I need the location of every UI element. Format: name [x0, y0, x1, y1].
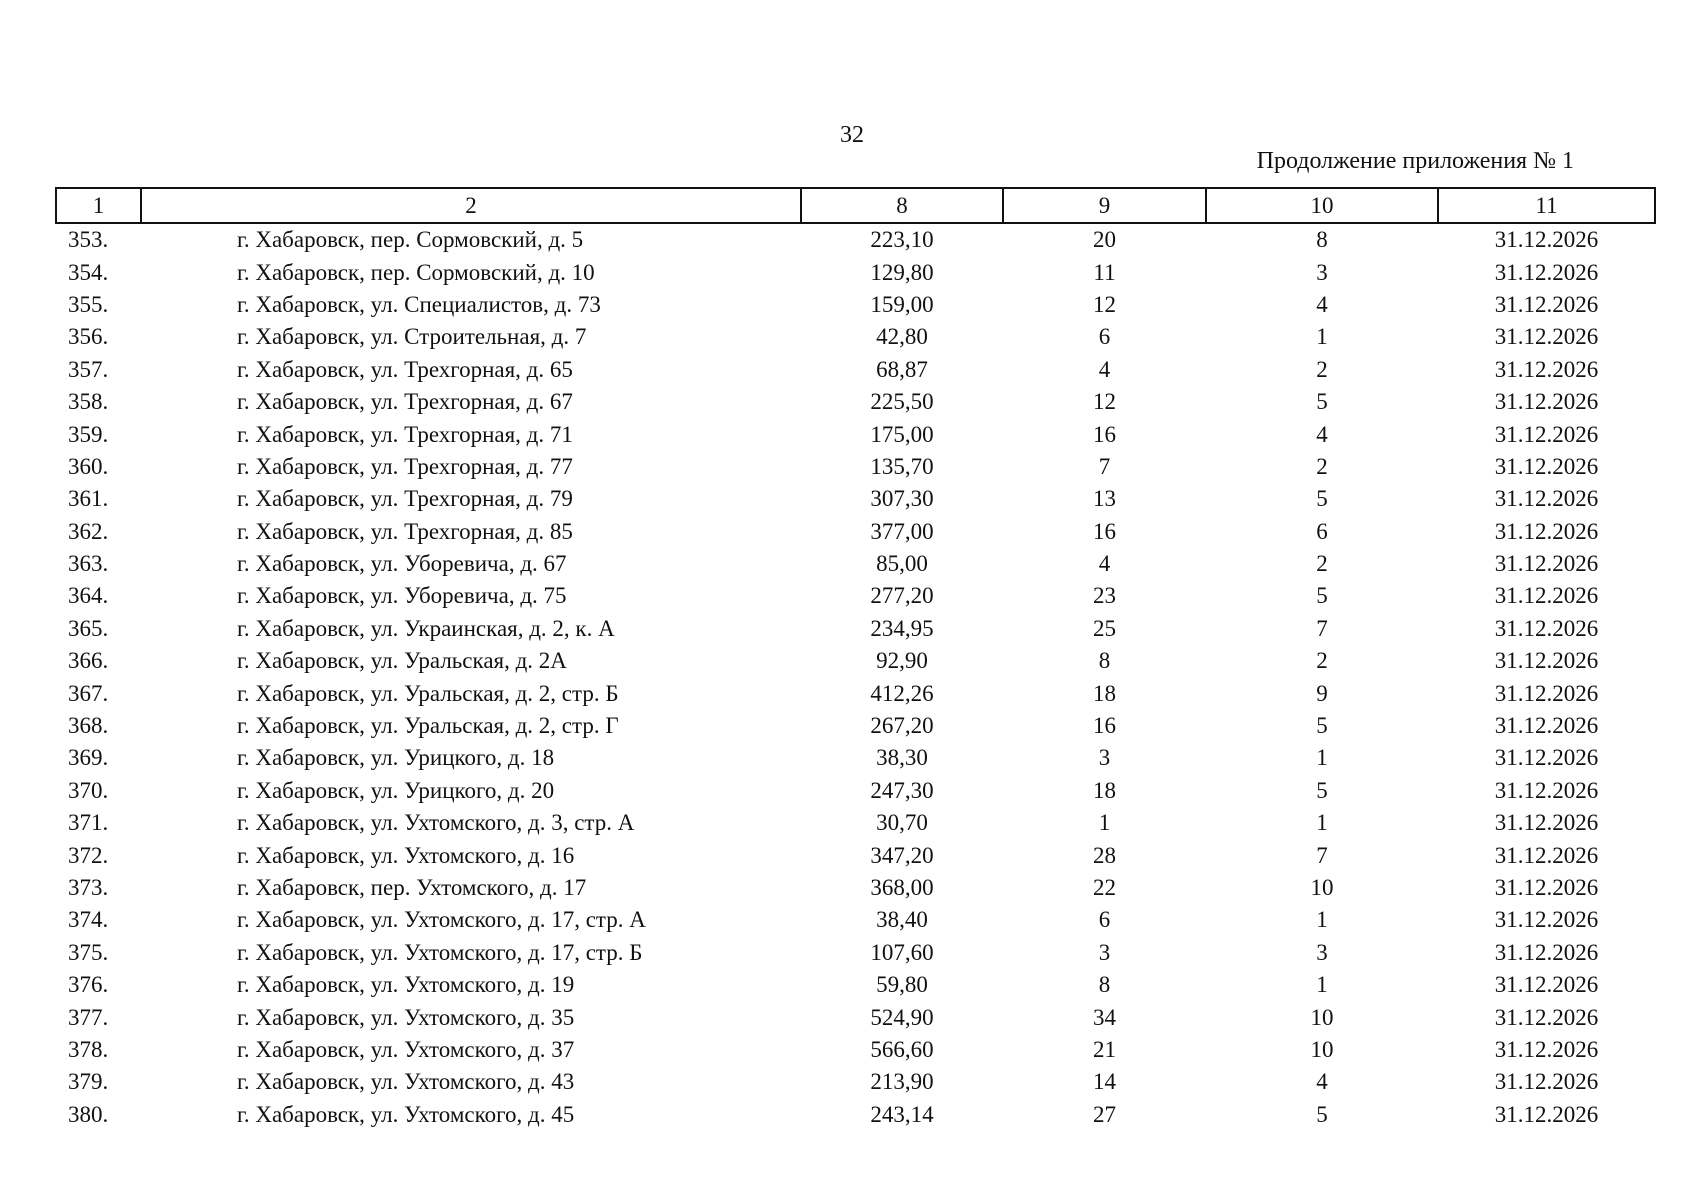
cell-count-col10: 5 [1316, 1101, 1328, 1127]
appendix-continuation-note: Продолжение приложения № 1 [1256, 148, 1574, 174]
table-row [56, 516, 1655, 548]
table-row [56, 613, 1655, 645]
cell-area: 59,80 [876, 972, 928, 998]
table-row [56, 451, 1655, 483]
cell-row-number: 357. [68, 356, 109, 382]
cell-count-col9: 1 [1098, 810, 1111, 836]
cell-count-col10: 1 [1316, 324, 1328, 350]
cell-date: 31.12.2026 [1494, 615, 1599, 641]
table-row [56, 775, 1655, 807]
cell-row-number: 355. [68, 291, 109, 317]
cell-count-col9: 3 [1098, 745, 1111, 771]
column-header-10: 10 [1206, 188, 1438, 223]
cell-count-col10: 3 [1316, 939, 1328, 965]
table-row [56, 645, 1655, 677]
cell-row-number: 361. [68, 486, 109, 512]
cell-date: 31.12.2026 [1494, 972, 1599, 998]
cell-count-col9: 12 [1093, 291, 1116, 317]
table-row [56, 321, 1655, 353]
page-number: 32 [840, 122, 864, 148]
cell-count-col10: 10 [1310, 1004, 1334, 1030]
cell-area: 307,30 [870, 486, 934, 512]
cell-row-number: 375. [68, 939, 109, 965]
cell-row-number: 369. [68, 745, 109, 771]
cell-count-col10: 7 [1316, 615, 1328, 641]
cell-count-col9: 20 [1093, 227, 1116, 253]
registry-table-container [55, 187, 1654, 1131]
cell-count-col10: 9 [1316, 680, 1328, 706]
cell-count-col9: 13 [1093, 486, 1116, 512]
cell-count-col10: 2 [1316, 551, 1328, 577]
cell-date: 31.12.2026 [1494, 259, 1599, 285]
cell-address: г. Хабаровск, ул. Ухтомского, д. 35 [237, 1004, 575, 1030]
cell-address: г. Хабаровск, ул. Трехгорная, д. 67 [237, 389, 573, 415]
cell-date: 31.12.2026 [1494, 680, 1599, 706]
cell-date: 31.12.2026 [1494, 875, 1599, 900]
cell-count-col9: 21 [1093, 1036, 1116, 1062]
cell-address: г. Хабаровск, пер. Ухтомского, д. 17 [237, 875, 587, 900]
cell-date: 31.12.2026 [1494, 842, 1599, 868]
cell-row-number: 374. [68, 907, 109, 933]
cell-date: 31.12.2026 [1494, 291, 1599, 317]
cell-row-number: 353. [68, 227, 109, 253]
cell-area: 42,80 [876, 324, 928, 350]
cell-count-col9: 28 [1093, 842, 1116, 868]
cell-address: г. Хабаровск, ул. Трехгорная, д. 71 [237, 421, 573, 447]
cell-row-number: 358. [68, 389, 109, 415]
cell-count-col9: 16 [1093, 518, 1116, 544]
cell-address: г. Хабаровск, ул. Уральская, д. 2, стр. Г [237, 713, 619, 739]
cell-row-number: 363. [68, 551, 109, 577]
cell-address: г. Хабаровск, ул. Ухтомского, д. 45 [237, 1101, 575, 1127]
cell-count-col9: 7 [1098, 453, 1111, 479]
cell-row-number: 365. [68, 615, 109, 641]
cell-count-col10: 5 [1316, 486, 1328, 512]
cell-address: г. Хабаровск, ул. Уральская, д. 2А [237, 648, 567, 674]
cell-count-col9: 16 [1093, 713, 1116, 739]
cell-date: 31.12.2026 [1494, 1036, 1599, 1062]
table-row [56, 386, 1655, 418]
cell-area: 347,20 [870, 842, 934, 868]
cell-row-number: 378. [68, 1036, 109, 1062]
cell-count-col9: 11 [1093, 259, 1116, 285]
cell-date: 31.12.2026 [1494, 939, 1599, 965]
cell-count-col9: 3 [1098, 939, 1111, 965]
cell-address: г. Хабаровск, ул. Специалистов, д. 73 [237, 291, 601, 317]
cell-address: г. Хабаровск, ул. Урицкого, д. 20 [237, 777, 555, 803]
column-header-2: 2 [141, 188, 801, 223]
cell-count-col10: 5 [1316, 389, 1328, 415]
table-row [56, 904, 1655, 936]
cell-date: 31.12.2026 [1494, 518, 1599, 544]
cell-area: 85,00 [876, 551, 928, 577]
cell-address: г. Хабаровск, ул. Строительная, д. 7 [237, 324, 587, 350]
table-row [56, 969, 1655, 1001]
cell-address: г. Хабаровск, ул. Уборевича, д. 67 [237, 551, 567, 577]
cell-count-col9: 16 [1093, 421, 1116, 447]
cell-date: 31.12.2026 [1494, 421, 1599, 447]
cell-row-number: 379. [68, 1069, 109, 1095]
table-row [56, 742, 1655, 774]
cell-address: г. Хабаровск, ул. Ухтомского, д. 17, стр. А [237, 907, 646, 933]
cell-address: г. Хабаровск, пер. Сормовский, д. 10 [237, 259, 595, 285]
cell-address: г. Хабаровск, ул. Ухтомского, д. 17, стр. Б [237, 939, 643, 965]
cell-count-col9: 27 [1093, 1101, 1116, 1127]
cell-count-col10: 10 [1310, 875, 1334, 900]
cell-area: 223,10 [870, 227, 934, 253]
cell-address: г. Хабаровск, ул. Ухтомского, д. 16 [237, 842, 575, 868]
cell-count-col10: 2 [1316, 453, 1328, 479]
table-header-row [56, 188, 1655, 223]
cell-row-number: 360. [68, 453, 109, 479]
table-row [56, 937, 1655, 969]
table-row [56, 1066, 1655, 1098]
cell-address: г. Хабаровск, ул. Украинская, д. 2, к. А [237, 615, 615, 641]
cell-count-col9: 18 [1093, 777, 1116, 803]
cell-area: 107,60 [870, 939, 934, 965]
cell-row-number: 373. [68, 875, 109, 900]
cell-count-col9: 6 [1098, 907, 1111, 933]
cell-count-col9: 4 [1098, 356, 1111, 382]
column-header-9: 9 [1003, 188, 1206, 223]
cell-area: 247,30 [870, 777, 934, 803]
cell-count-col10: 5 [1316, 713, 1328, 739]
cell-count-col10: 1 [1316, 810, 1328, 836]
table-row [56, 580, 1655, 612]
cell-address: г. Хабаровск, ул. Трехгорная, д. 79 [237, 486, 573, 512]
cell-count-col10: 10 [1310, 1036, 1334, 1062]
cell-count-col9: 14 [1093, 1069, 1116, 1095]
cell-count-col9: 12 [1093, 389, 1116, 415]
cell-area: 68,87 [876, 356, 928, 382]
cell-date: 31.12.2026 [1494, 1069, 1599, 1095]
table-row [56, 223, 1655, 256]
table-row [56, 807, 1655, 839]
cell-date: 31.12.2026 [1494, 486, 1599, 512]
cell-row-number: 380. [68, 1101, 109, 1127]
table-row [56, 710, 1655, 742]
table-row [56, 548, 1655, 580]
cell-count-col10: 3 [1316, 259, 1328, 285]
cell-area: 524,90 [870, 1004, 934, 1030]
cell-area: 38,40 [876, 907, 928, 933]
cell-count-col10: 4 [1316, 1069, 1328, 1095]
cell-area: 213,90 [870, 1069, 934, 1095]
cell-address: г. Хабаровск, ул. Уральская, д. 2, стр. Б [237, 680, 619, 706]
column-header-8: 8 [801, 188, 1003, 223]
cell-row-number: 377. [68, 1004, 109, 1030]
cell-count-col9: 25 [1093, 615, 1116, 641]
cell-count-col9: 6 [1098, 324, 1111, 350]
cell-count-col9: 23 [1093, 583, 1116, 609]
cell-count-col10: 8 [1316, 227, 1328, 253]
cell-area: 368,00 [870, 875, 934, 900]
cell-count-col10: 2 [1316, 356, 1328, 382]
cell-date: 31.12.2026 [1494, 356, 1599, 382]
cell-count-col10: 1 [1316, 907, 1328, 933]
cell-row-number: 370. [68, 777, 109, 803]
cell-area: 277,20 [870, 583, 934, 609]
cell-date: 31.12.2026 [1494, 583, 1599, 609]
cell-count-col9: 18 [1093, 680, 1116, 706]
cell-date: 31.12.2026 [1494, 324, 1599, 350]
cell-row-number: 372. [68, 842, 109, 868]
table-row [56, 418, 1655, 450]
table-row [56, 483, 1655, 515]
cell-count-col10: 7 [1316, 842, 1328, 868]
cell-area: 243,14 [870, 1101, 934, 1127]
cell-area: 135,70 [870, 453, 934, 479]
cell-row-number: 354. [68, 259, 109, 285]
table-row [56, 1034, 1655, 1066]
cell-date: 31.12.2026 [1494, 907, 1599, 933]
column-header-11: 11 [1438, 188, 1655, 223]
table-row [56, 256, 1655, 288]
cell-count-col9: 34 [1093, 1004, 1116, 1030]
cell-area: 175,00 [870, 421, 934, 447]
cell-address: г. Хабаровск, ул. Ухтомского, д. 3, стр. А [237, 810, 635, 836]
cell-area: 38,30 [876, 745, 928, 771]
cell-count-col10: 6 [1316, 518, 1328, 544]
cell-date: 31.12.2026 [1494, 1101, 1599, 1127]
column-header-1: 1 [56, 188, 141, 223]
cell-row-number: 368. [68, 713, 109, 739]
cell-area: 566,60 [870, 1036, 934, 1062]
cell-count-col10: 5 [1316, 583, 1328, 609]
cell-date: 31.12.2026 [1494, 745, 1599, 771]
cell-row-number: 376. [68, 972, 109, 998]
cell-date: 31.12.2026 [1494, 1004, 1599, 1030]
cell-date: 31.12.2026 [1494, 453, 1599, 479]
cell-count-col10: 4 [1316, 421, 1328, 447]
cell-date: 31.12.2026 [1494, 551, 1599, 577]
cell-count-col10: 1 [1316, 972, 1328, 998]
cell-count-col9: 8 [1098, 972, 1111, 998]
cell-address: г. Хабаровск, ул. Трехгорная, д. 65 [237, 356, 573, 382]
cell-area: 412,26 [870, 680, 934, 706]
cell-address: г. Хабаровск, ул. Ухтомского, д. 43 [237, 1069, 575, 1095]
cell-date: 31.12.2026 [1494, 777, 1599, 803]
cell-address: г. Хабаровск, ул. Трехгорная, д. 85 [237, 518, 573, 544]
cell-date: 31.12.2026 [1494, 713, 1599, 739]
cell-row-number: 366. [68, 648, 109, 674]
cell-row-number: 364. [68, 583, 109, 609]
cell-address: г. Хабаровск, ул. Урицкого, д. 18 [237, 745, 555, 771]
cell-row-number: 356. [68, 324, 109, 350]
cell-date: 31.12.2026 [1494, 227, 1599, 253]
table-row [56, 1001, 1655, 1033]
cell-area: 92,90 [876, 648, 928, 674]
table-row [56, 354, 1655, 386]
cell-count-col9: 8 [1098, 648, 1111, 674]
table-row [56, 839, 1655, 871]
cell-count-col9: 22 [1093, 875, 1116, 900]
cell-area: 377,00 [870, 518, 934, 544]
table-row [56, 677, 1655, 709]
table-row [56, 289, 1655, 321]
cell-date: 31.12.2026 [1494, 810, 1599, 836]
cell-area: 159,00 [870, 291, 934, 317]
cell-row-number: 362. [68, 518, 109, 544]
cell-row-number: 367. [68, 680, 109, 706]
cell-area: 30,70 [876, 810, 928, 836]
cell-address: г. Хабаровск, ул. Уборевича, д. 75 [237, 583, 567, 609]
cell-date: 31.12.2026 [1494, 648, 1599, 674]
cell-address: г. Хабаровск, ул. Трехгорная, д. 77 [237, 453, 573, 479]
table-row [56, 1099, 1655, 1131]
cell-row-number: 359. [68, 421, 109, 447]
cell-area: 234,95 [870, 615, 934, 641]
cell-count-col10: 5 [1316, 777, 1328, 803]
cell-address: г. Хабаровск, ул. Ухтомского, д. 19 [237, 972, 575, 998]
cell-count-col10: 1 [1316, 745, 1328, 771]
cell-area: 129,80 [870, 259, 934, 285]
registry-table [55, 187, 1656, 1131]
table-body [56, 223, 1655, 1131]
cell-address: г. Хабаровск, ул. Ухтомского, д. 37 [237, 1036, 575, 1062]
table-row [56, 872, 1655, 904]
cell-count-col9: 4 [1098, 551, 1111, 577]
cell-area: 225,50 [870, 389, 934, 415]
cell-count-col10: 4 [1316, 291, 1328, 317]
cell-row-number: 371. [68, 810, 109, 836]
cell-area: 267,20 [870, 713, 934, 739]
cell-address: г. Хабаровск, пер. Сормовский, д. 5 [237, 227, 584, 253]
cell-count-col10: 2 [1316, 648, 1328, 674]
cell-date: 31.12.2026 [1494, 389, 1599, 415]
